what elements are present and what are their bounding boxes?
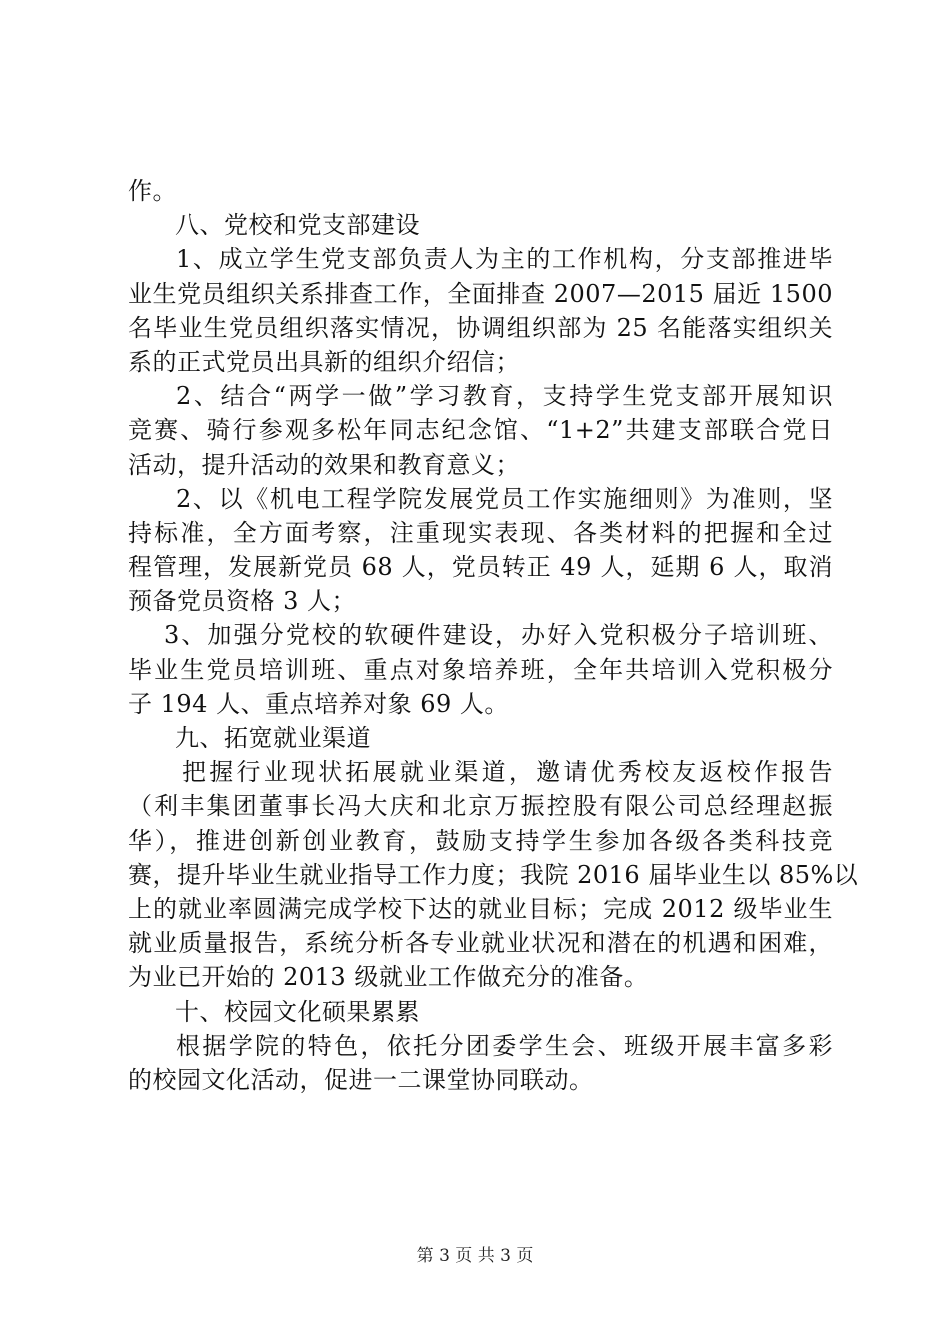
text-line: 赛，提升毕业生就业指导工作力度；我院 2016 届毕业生以 85%以 xyxy=(128,860,859,889)
text-line: 3、加强分党校的软硬件建设，办好入党积极分子培训班、 xyxy=(164,621,833,650)
text-line: 子 194 人、重点培养对象 69 人。 xyxy=(128,689,509,718)
text-line: 业生党员组织关系排查工作，全面排查 2007—2015 届近 1500 xyxy=(128,279,833,308)
text-line: 竞赛、骑行参观多松年同志纪念馆、“1+2”共建支部联合党日 xyxy=(128,416,833,445)
text-line: 上的就业率圆满完成学校下达的就业目标；完成 2012 级毕业生 xyxy=(128,894,833,923)
text-line: 作。 xyxy=(128,177,177,205)
document-body xyxy=(128,174,859,1097)
text-line: 2、结合“两学一做”学习教育，支持学生党支部开展知识 xyxy=(176,382,833,411)
text-line: 为业已开始的 2013 级就业工作做充分的准备。 xyxy=(128,963,649,992)
text-line: 把握行业现状拓展就业渠道，邀请优秀校友返校作报告 xyxy=(182,758,833,787)
section-heading-8: 八、党校和党支部建设 xyxy=(175,211,420,240)
text-line: 2、以《机电工程学院发展党员工作实施细则》为准则，坚 xyxy=(176,484,833,513)
section-heading-10: 十、校园文化硕果累累 xyxy=(175,997,420,1026)
text-line: 1、成立学生党支部负责人为主的工作机构，分支部推进毕 xyxy=(176,245,833,274)
text-line: 毕业生党员培训班、重点对象培养班，全年共培训入党积极分 xyxy=(128,655,833,684)
text-line: 持标准，全方面考察，注重现实表现、各类材料的把握和全过 xyxy=(128,518,833,547)
text-line: 预备党员资格 3 人； xyxy=(128,587,357,616)
text-line: 系的正式党员出具新的组织介绍信； xyxy=(128,347,520,376)
text-line: 就业质量报告，系统分析各专业就业状况和潜在的机遇和困难， xyxy=(128,929,833,958)
text-line: 活动，提升活动的效果和教育意义； xyxy=(128,450,520,479)
text-line: （利丰集团董事长冯大庆和北京万振控股有限公司总经理赵振 xyxy=(128,792,833,821)
section-heading-9: 九、拓宽就业渠道 xyxy=(175,724,371,752)
text-line: 的校园文化活动，促进一二课堂协同联动。 xyxy=(128,1065,594,1094)
text-line: 根据学院的特色，依托分团委学生会、班级开展丰富多彩 xyxy=(176,1031,833,1060)
text-line: 程管理，发展新党员 68 人，党员转正 49 人，延期 6 人，取消 xyxy=(128,553,833,582)
text-line: 名毕业生党员组织落实情况，协调组织部为 25 名能落实组织关 xyxy=(128,313,833,342)
page-number-footer: 第 3 页 共 3 页 xyxy=(416,1246,534,1266)
text-line: 华），推进创新创业教育，鼓励支持学生参加各级各类科技竞 xyxy=(128,826,833,855)
